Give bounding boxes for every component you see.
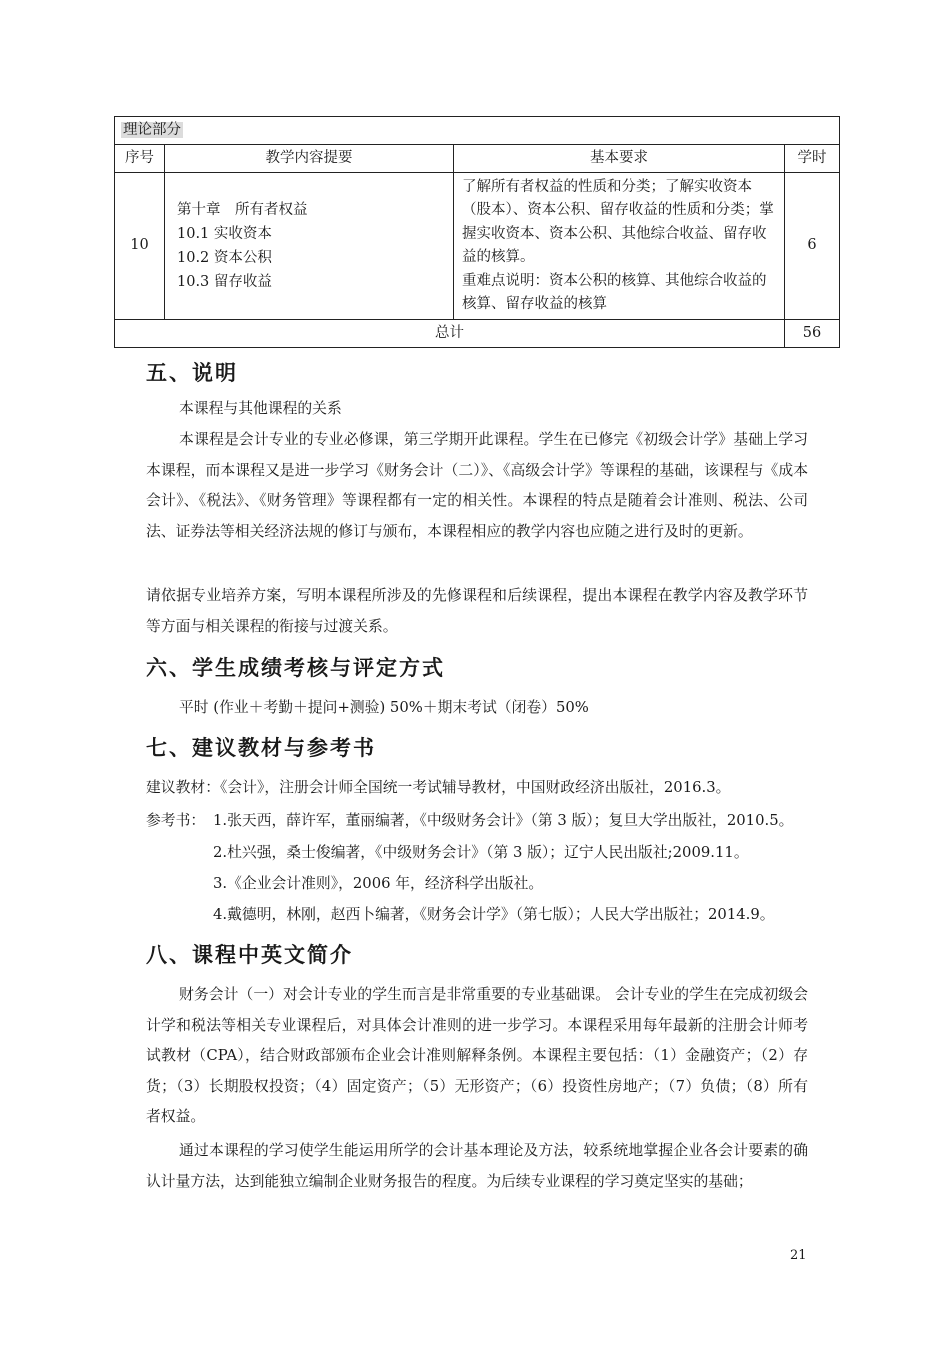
section8-paragraph-2: 通过本课程的学习使学生能运用所学的会计基本理论及方法，较系统地掌握企业各会计要素的确认计量方法，达到能独立编制企业财务报告的程度。为后续专业课程的学习奠定坚实的基础； [146, 1142, 808, 1190]
row-content [165, 173, 454, 320]
table-total-row [115, 320, 840, 348]
header-hours: 学时 [785, 145, 840, 173]
textbook-text: 建议教材：《会计》，注册会计师全国统一考试辅导教材，中国财政经济出版社，2016.3。 [146, 779, 731, 796]
difficulties-text: 重难点说明：资本公积的核算、其他综合收益的核算、留存收益的核算 [462, 272, 767, 312]
reference-item: 2.杜兴强，桑士俊编著，《中级财务会计》（第 3 版）；辽宁人民出版社;2009.11。 [213, 844, 749, 861]
total-hours: 56 [785, 320, 840, 348]
reference-label: 参考书： [146, 812, 206, 829]
section7-heading: 七、建议教材与参考书 [146, 736, 376, 760]
requirements-text: 了解所有者权益的性质和分类；了解实收资本（股本）、资本公积、留存收益的性质和分类；掌握实收资本、资本公积、其他综合收益、留存收益的核算。 [462, 178, 774, 265]
header-content: 教学内容提要 [165, 145, 454, 173]
section8-paragraph-1: 财务会计（一）对会计专业的学生而言是非常重要的专业基础课。 会计专业的学生在完成初级会计学和税法等相关专业课程后，对具体会计准则的进一步学习。本课程采用每年最新的注册会计师考试教材（CPA），结合财政部颁布企业会计准则解释条例。本课程主要包括：（1）金融资产；（2）存货；（3）长期股权投资；（4）固定资产；（5）无形资产；（6）投资性房地产；（7）负债；（8）所有者权益。 [146, 986, 808, 1125]
section5-subtitle: 本课程与其他课程的关系 [179, 400, 342, 417]
header-no: 序号 [115, 145, 165, 173]
row-hours: 6 [785, 173, 840, 320]
course-table [114, 116, 840, 348]
table-caption-row [115, 117, 840, 145]
content-line: 10.1 实收资本 [177, 226, 272, 242]
assessment-text: 平时 (作业＋考勤＋提问+测验) 50%＋期末考试（闭卷）50% [179, 699, 589, 716]
table-caption: 理论部分 [115, 117, 840, 145]
row-no: 10 [115, 173, 165, 320]
content-line: 第十章 所有者权益 [177, 202, 308, 218]
section5-heading: 五、说明 [146, 361, 238, 385]
page-number: 21 [790, 1248, 807, 1263]
total-label: 总计 [115, 320, 785, 348]
table-header-row [115, 145, 840, 173]
row-requirements [454, 173, 785, 320]
reference-item: 1.张天西，薛许军，董丽编著，《中级财务会计》（第 3 版）；复旦大学出版社，2010.5。 [213, 812, 794, 829]
reference-item: 4.戴德明，林刚，赵西卜编著，《财务会计学》（第七版）；人民大学出版社；2014.9。 [213, 906, 775, 923]
content-line: 10.3 留存收益 [177, 274, 272, 290]
header-requirements: 基本要求 [454, 145, 785, 173]
section8-heading: 八、课程中英文简介 [146, 943, 353, 967]
section5-paragraph-2: 请依据专业培养方案，写明本课程所涉及的先修课程和后续课程，提出本课程在教学内容及教学环节等方面与相关课程的衔接与过渡关系。 [146, 587, 808, 635]
section5-paragraph-1: 本课程是会计专业的专业必修课，第三学期开此课程。学生在已修完《初级会计学》基础上学习本课程，而本课程又是进一步学习《财务会计（二）》、《高级会计学》等课程的基础，该课程与《成本会计》、《税法》、《财务管理》等课程都有一定的相关性。本课程的特点是随着会计准则、税法、公司法、证券法等相关经济法规的修订与颁布，本课程相应的教学内容也应随之进行及时的更新。 [146, 431, 808, 540]
reference-item: 3.《企业会计准则》，2006 年，经济科学出版社。 [213, 875, 544, 892]
table-row [115, 173, 840, 320]
section6-heading: 六、学生成绩考核与评定方式 [146, 656, 445, 680]
content-line: 10.2 资本公积 [177, 250, 272, 266]
